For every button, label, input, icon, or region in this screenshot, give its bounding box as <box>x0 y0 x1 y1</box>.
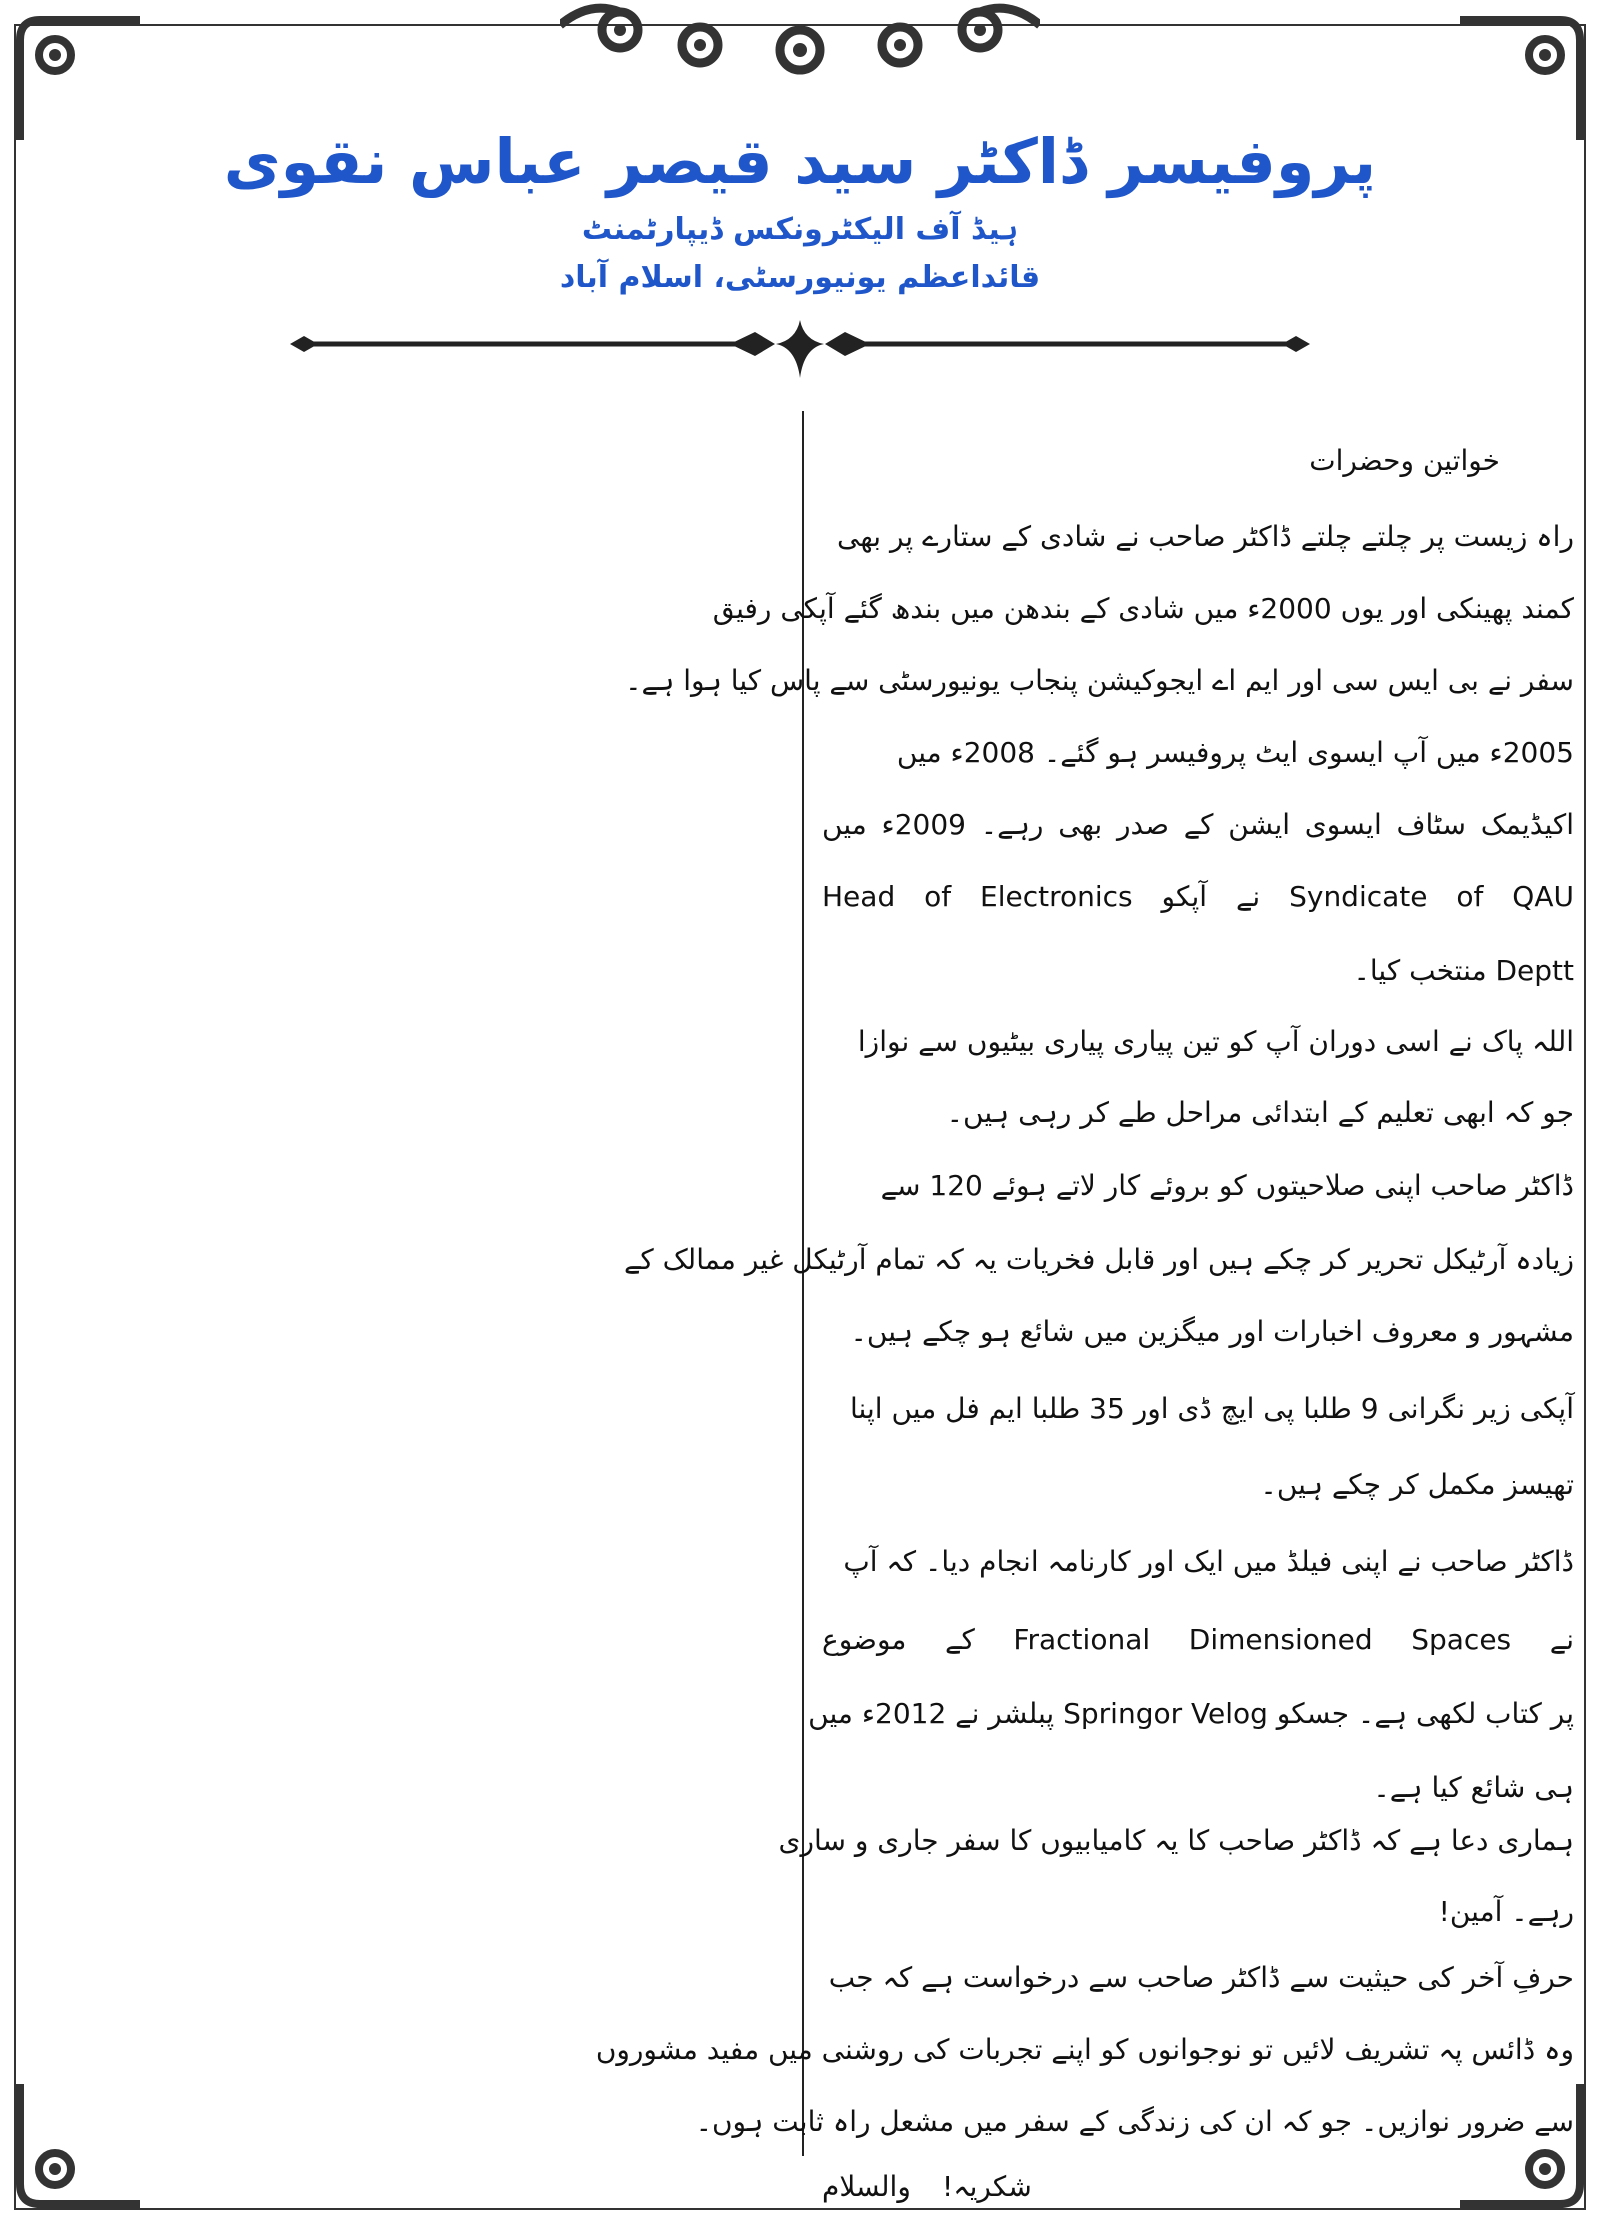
text-line: وہ ڈائس پہ تشریف لائیں تو نوجوانوں کو اپنے تجربات کی روشنی میں مفید مشوروں <box>595 2033 1574 2066</box>
text-line: Syndicate of QAU نے آپکو Head of Electronics <box>822 880 1574 913</box>
corner-ornament-bottom-left <box>0 2074 150 2224</box>
text-line: ہماری دعا ہے کہ ڈاکٹر صاحب کا یہ کامیابیوں کا سفر جاری و ساری <box>778 1824 1574 1857</box>
text-line: جو کہ ابھی تعلیم کے ابتدائی مراحل طے کر رہی ہیں۔ <box>946 1096 1574 1129</box>
text-line: 2005ء میں آپ ایسوی ایٹ پروفیسر ہو گئے۔ 2008ء میں <box>896 736 1574 769</box>
corner-ornament-bottom-right <box>1450 2074 1600 2224</box>
top-ornament <box>560 0 1040 90</box>
text-line: ڈاکٹر صاحب نے اپنی فیلڈ میں ایک اور کارنامہ انجام دیا۔ کہ آپ <box>843 1545 1574 1578</box>
text-line: کمند پھینکی اور یوں 2000ء میں شادی کے بندھن میں بندھ گئے آپکی رفیق <box>712 592 1574 625</box>
text-line: سے ضرور نوازیں۔ جو کہ ان کی زندگی کے سفر میں مشعل راہ ثابت ہوں۔ <box>695 2105 1574 2138</box>
text-line: نے Fractional Dimensioned Spaces کے موضوع <box>822 1623 1574 1656</box>
text-line: ڈاکٹر صاحب اپنی صلاحیتوں کو بروئے کار لاتے ہوئے 120 سے <box>880 1169 1574 1202</box>
text-line: پر کتاب لکھی ہے۔ جسکو Springor Velog پبلشر نے 2012ء میں <box>808 1697 1574 1730</box>
text-line: تھیسز مکمل کر چکے ہیں۔ <box>1260 1468 1574 1501</box>
thanks-text: شکریہ! <box>942 2170 1032 2203</box>
salutation: خواتین وحضرات <box>1309 444 1500 477</box>
text-line: زیادہ آرٹیکل تحریر کر چکے ہیں اور قابل فخریات یہ کہ تمام آرٹیکل غیر ممالک کے <box>623 1243 1574 1276</box>
text-line: اکیڈیمک سٹاف ایسوی ایشن کے صدر بھی رہے۔ 2009ء میں <box>822 808 1575 841</box>
text-line: آپکی زیر نگرانی 9 طلبا پی ایچ ڈی اور 35 طلبا ایم فل میں اپنا <box>850 1392 1574 1425</box>
farewell-text: والسلام <box>822 2170 911 2203</box>
text-line: راہ زیست پر چلتے چلتے ڈاکٹر صاحب نے شادی کے ستارے پر بھی <box>837 520 1574 553</box>
text-line: حرفِ آخر کی حیثیت سے ڈاکٹر صاحب سے درخواست ہے کہ جب <box>828 1961 1574 1994</box>
text-line: رہے۔ آمین! <box>1438 1895 1574 1928</box>
subtitle-department: ہیڈ آف الیکٹرونکس ڈیپارٹمنٹ <box>581 212 1019 247</box>
ornamental-divider <box>290 320 1310 380</box>
text-line: سفر نے بی ایس سی اور ایم اے ایجوکیشن پنجاب یونیورسٹی سے پاس کیا ہوا ہے۔ <box>625 664 1574 697</box>
page-title: پروفیسر ڈاکٹر سید قیصر عباس نقوی <box>223 125 1377 198</box>
subtitle-university: قائداعظم یونیورسٹی، اسلام آباد <box>559 260 1041 295</box>
text-line: مشہور و معروف اخبارات اور میگزین میں شائع ہو چکے ہیں۔ <box>850 1315 1574 1348</box>
text-line: اللہ پاک نے اسی دوران آپ کو تین پیاری پیاری بیٹیوں سے نوازا <box>857 1025 1574 1058</box>
text-line: ہی شائع کیا ہے۔ <box>1373 1771 1574 1804</box>
text-line: Deptt منتخب کیا۔ <box>1353 954 1574 987</box>
